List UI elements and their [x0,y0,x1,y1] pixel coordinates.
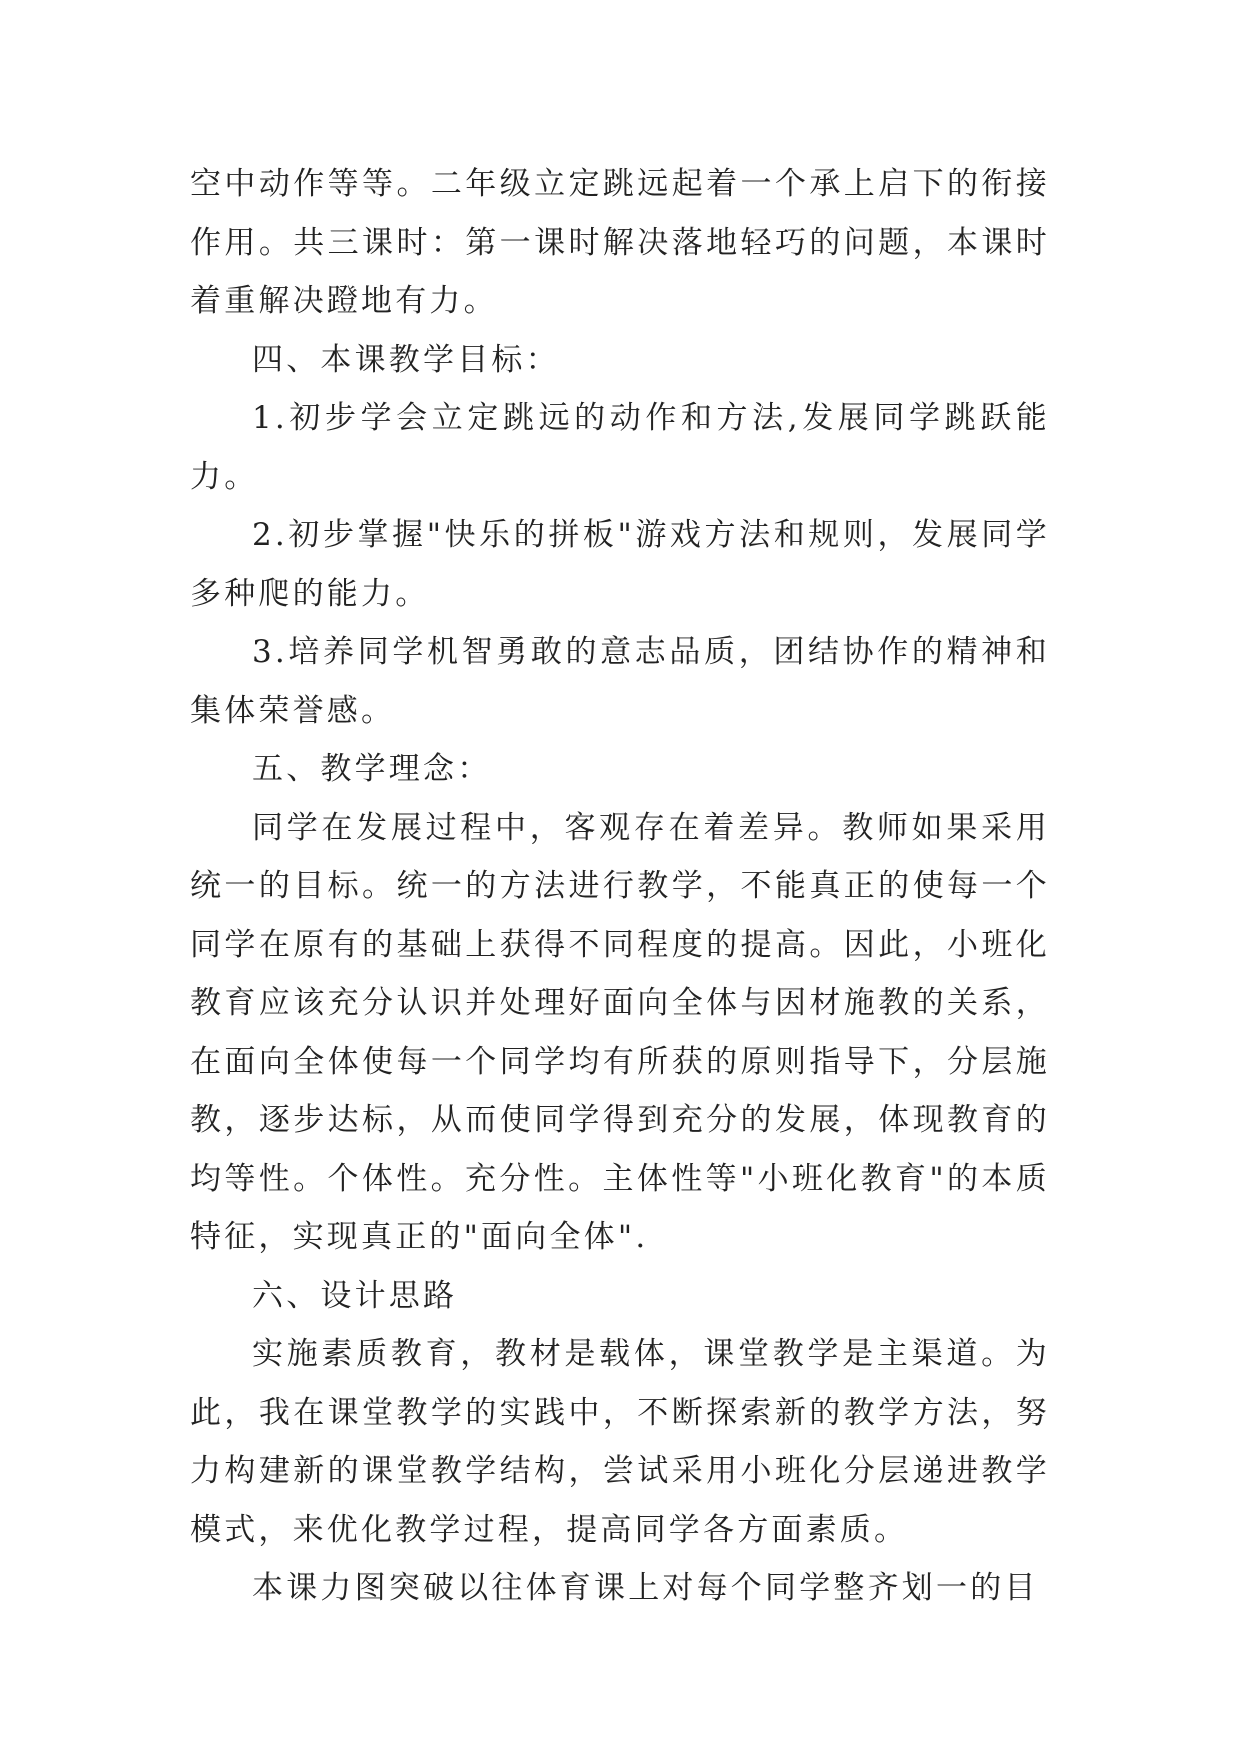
paragraph-5: 五、教学理念： [252,751,492,787]
paragraph-2: 1.初步学会立定跳远的动作和方法,发展同学跳跃能力。 [190,400,1050,495]
paragraph-4: 3.培养同学机智勇敢的意志品质，团结协作的精神和集体荣誉感。 [190,634,1050,729]
paragraph-1: 四、本课教学目标： [252,341,560,378]
paragraph-7: 六、设计思路 [252,1277,458,1314]
paragraph-3: 2.初步掌握"快乐的拼板"游戏方法和规则，发展同学多种爬的能力。 [190,517,1050,612]
document-body [190,155,1050,1618]
paragraph-8: 实施素质教育，教材是载体，课堂教学是主渠道。为此，我在课堂教学的实践中，不断探索新的教学方法，努力构建新的课堂教学结构，尝试采用小班化分层递进教学模式，来优化教学过程，提高同学各方面素质。 [190,1336,1050,1548]
paragraph-9: 本课力图突破以往体育课上对每个同学整齐划一的目 [252,1570,1039,1606]
paragraph-0: 空中动作等等。二年级立定跳远起着一个承上启下的衔接作用。共三课时：第一课时解决落地轻巧的问题，本课时着重解决蹬地有力。 [190,166,1050,319]
paragraph-6: 同学在发展过程中，客观存在着差异。教师如果采用统一的目标。统一的方法进行教学，不能真正的使每一个同学在原有的基础上获得不同程度的提高。因此，小班化教育应该充分认识并处理好面向全体与因材施教的关系，在面向全体使每一个同学均有所获的原则指导下，分层施教，逐步达标，从而使同学得到充分的发展，体现教育的均等性。个体性。充分性。主体性等"小班化教育"的本质特征，实现真正的"面向全体". [190,809,1050,1255]
